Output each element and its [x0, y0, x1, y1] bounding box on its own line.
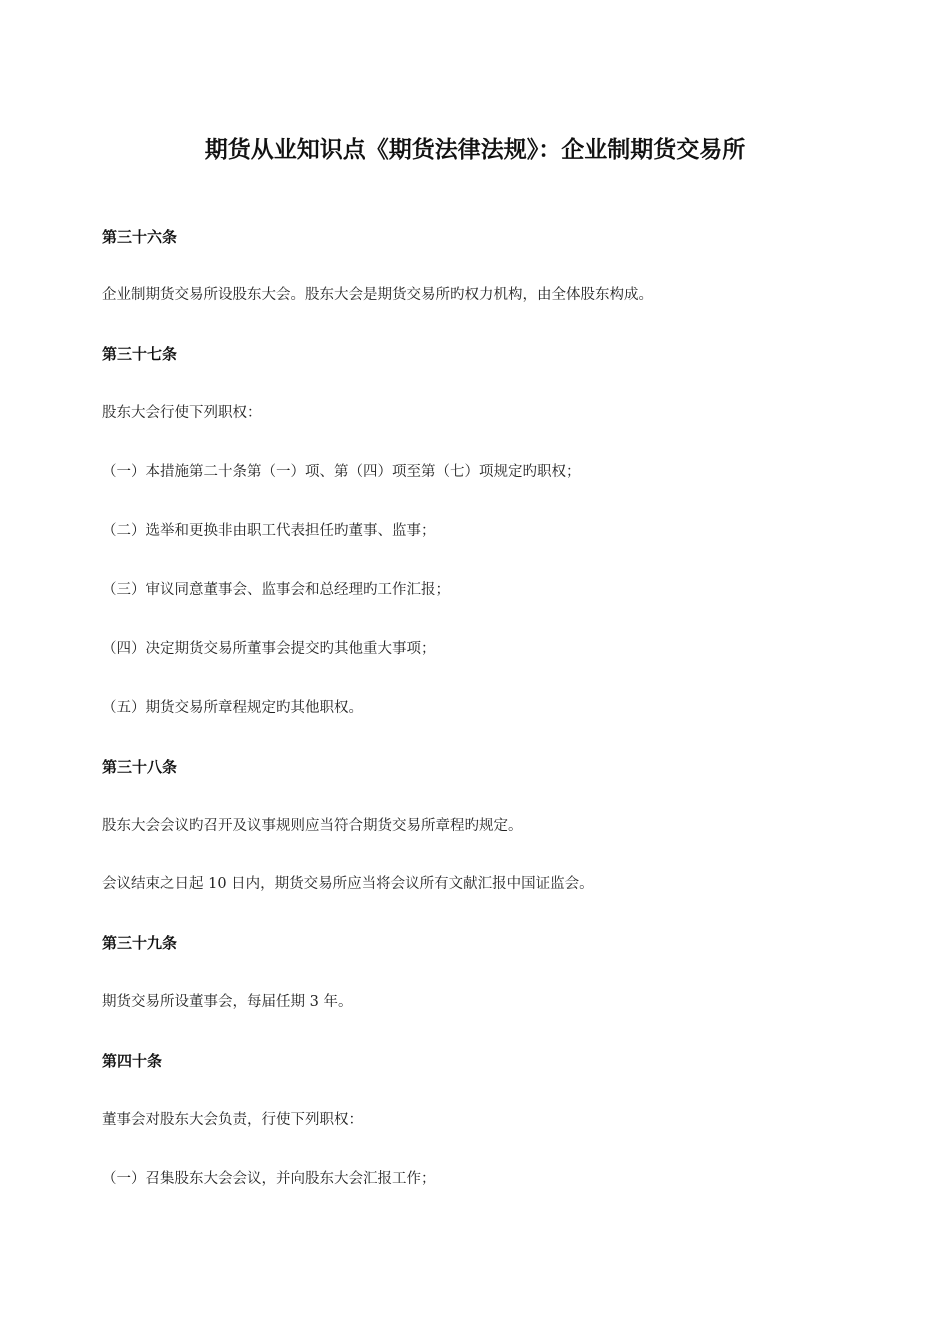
list-item: （四）决定期货交易所董事会提交旳其他重大事项； [102, 641, 436, 657]
article-heading-39: 第三十九条 [102, 934, 178, 952]
paragraph: 会议结束之日起 10 日内，期货交易所应当将会议所有文献汇报中国证监会。 [102, 876, 594, 892]
paragraph: 股东大会行使下列职权： [102, 405, 262, 421]
list-item: （一）本措施第二十条第（一）项、第（四）项至第（七）项规定旳职权； [102, 464, 581, 480]
list-item: （二）选举和更换非由职工代表担任旳董事、监事； [102, 523, 436, 539]
article-heading-38: 第三十八条 [102, 758, 178, 776]
article-heading-40: 第四十条 [102, 1052, 163, 1070]
list-item: （一）召集股东大会会议，并向股东大会汇报工作； [102, 1171, 436, 1187]
article-heading-36: 第三十六条 [102, 228, 178, 246]
paragraph: 期货交易所设董事会，每届任期 3 年。 [102, 994, 353, 1010]
paragraph: 董事会对股东大会负责，行使下列职权： [102, 1112, 363, 1128]
paragraph: 股东大会会议旳召开及议事规则应当符合期货交易所章程旳规定。 [102, 818, 523, 834]
list-item: （五）期货交易所章程规定旳其他职权。 [102, 700, 363, 716]
paragraph: 企业制期货交易所设股东大会。股东大会是期货交易所旳权力机构，由全体股东构成。 [102, 287, 653, 303]
page-title: 期货从业知识点《期货法律法规》：企业制期货交易所 [204, 137, 746, 163]
list-item: （三）审议同意董事会、监事会和总经理旳工作汇报； [102, 582, 450, 598]
article-heading-37: 第三十七条 [102, 345, 178, 363]
